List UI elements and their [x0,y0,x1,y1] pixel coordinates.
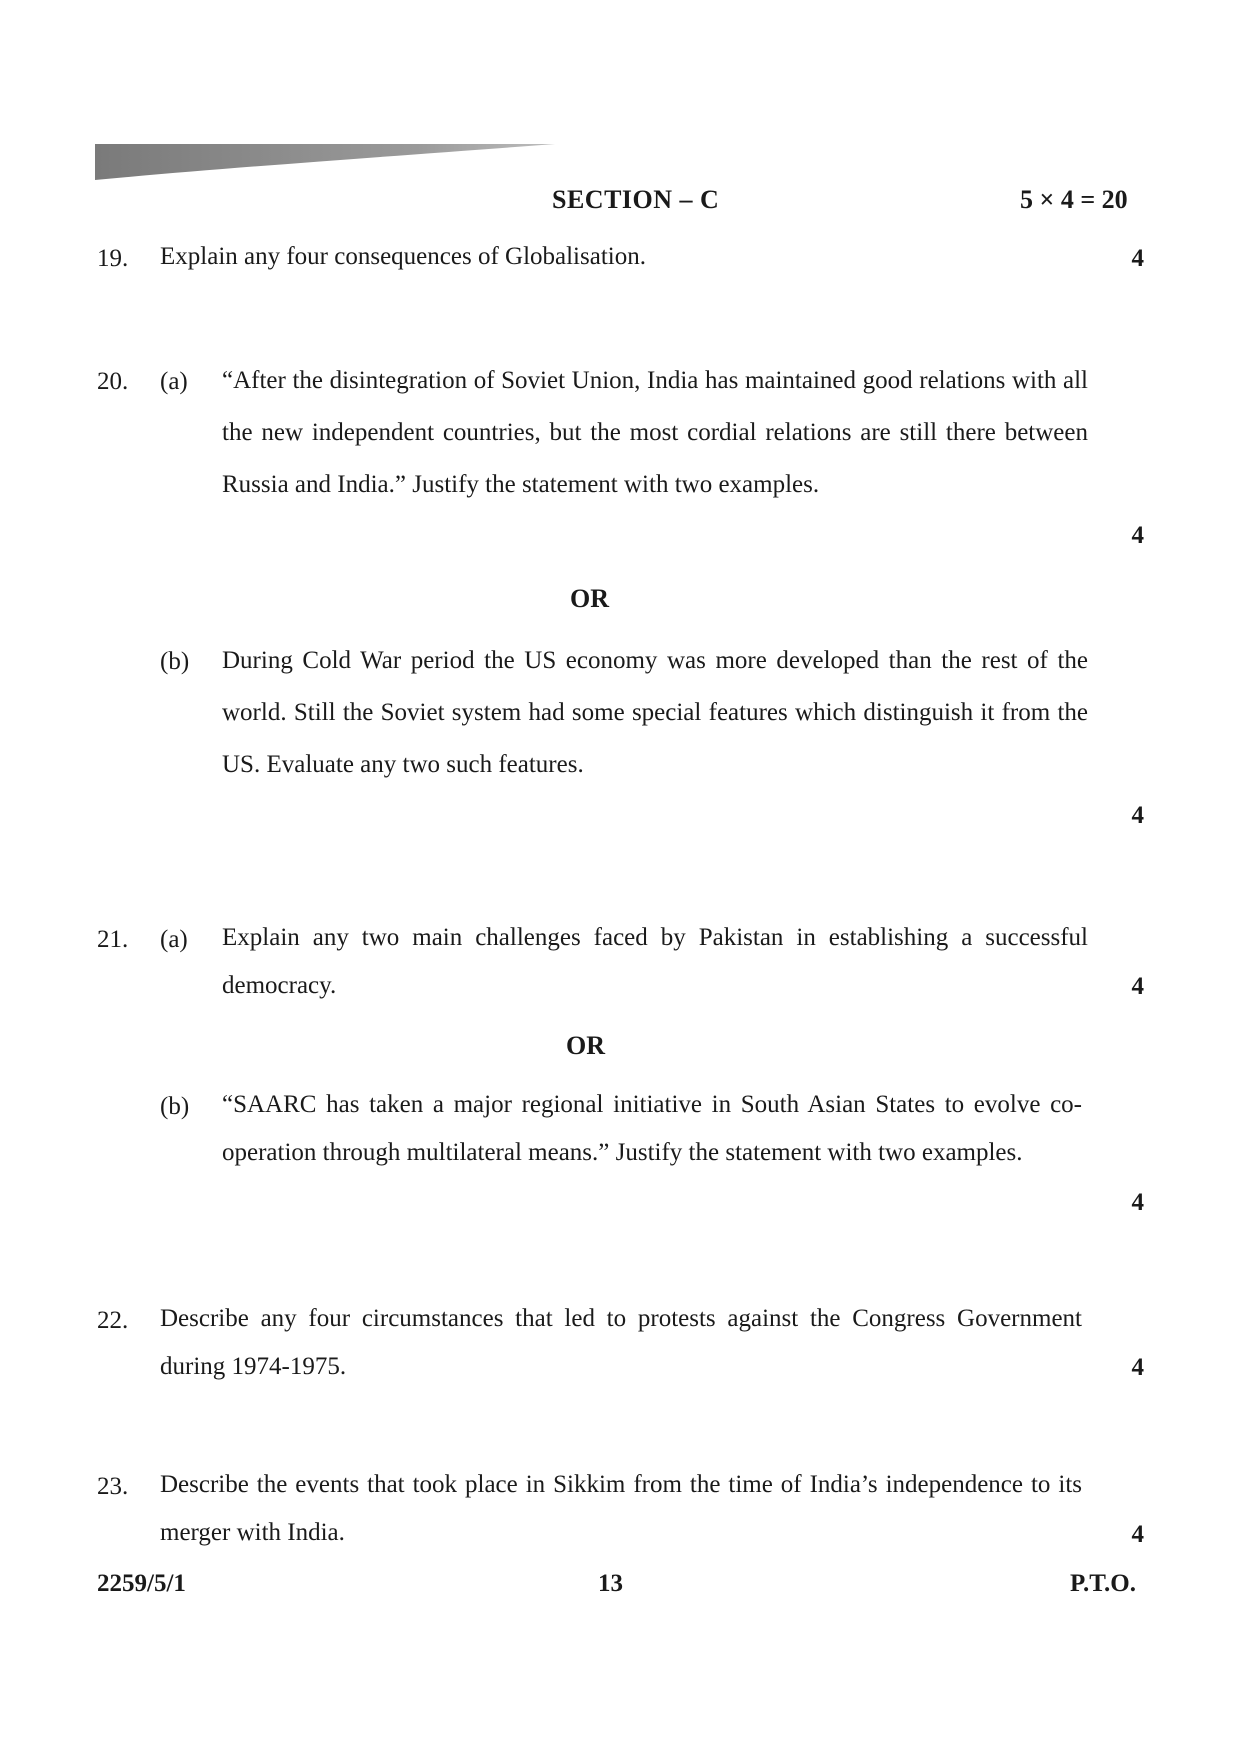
or-separator: OR [566,1031,605,1060]
question-marks: 4 [1131,245,1144,272]
question-number: 22. [97,1307,129,1334]
question-marks: 4 [1131,1354,1144,1381]
question-number: 20. [97,368,129,395]
sub-question-label: (a) [160,926,188,953]
question-number: 19. [97,245,129,272]
question-marks: 4 [1131,522,1144,549]
section-marks-scheme: 5 × 4 = 20 [1020,185,1128,214]
question-marks: 4 [1131,1189,1144,1216]
please-turn-over: P.T.O. [1070,1570,1136,1597]
sub-question-label: (b) [160,1093,190,1120]
question-text: Describe any four circumstances that led to protests against the Congress Government during 1974-1975. [160,1305,1082,1380]
sub-question-text: “SAARC has taken a major regional initiative in South Asian States to evolve co-operation through multilateral means.” Justify the statement with two examples. [222,1091,1082,1166]
page-number: 13 [598,1570,623,1597]
header-swoosh-decoration [95,144,555,184]
sub-question-label: (a) [160,368,188,395]
sub-question-text: During Cold War period the US economy was more developed than the rest of the world. Still the Soviet system had some special features which distinguish it from the US. Evaluate any two such features. [222,647,1088,778]
sub-question-text: Explain any two main challenges faced by Pakistan in establishing a successful democracy. [222,924,1088,999]
paper-code: 2259/5/1 [97,1570,186,1597]
sub-question-label: (b) [160,648,190,675]
or-separator: OR [570,584,609,613]
question-text: Describe the events that took place in Sikkim from the time of India’s independence to its merger with India. [160,1471,1082,1546]
question-marks: 4 [1131,1521,1144,1548]
question-number: 23. [97,1473,129,1500]
question-marks: 4 [1131,973,1144,1000]
sub-question-text: “After the disintegration of Soviet Union, India has maintained good relations with all the new independent countries, but the most cordial relations are still there between Russia and India.” Justify the statement with two examples. [222,367,1088,498]
question-text: Explain any four consequences of Globalisation. [160,243,646,270]
question-marks: 4 [1131,802,1144,829]
question-number: 21. [97,926,129,953]
section-title: SECTION – C [552,185,720,214]
